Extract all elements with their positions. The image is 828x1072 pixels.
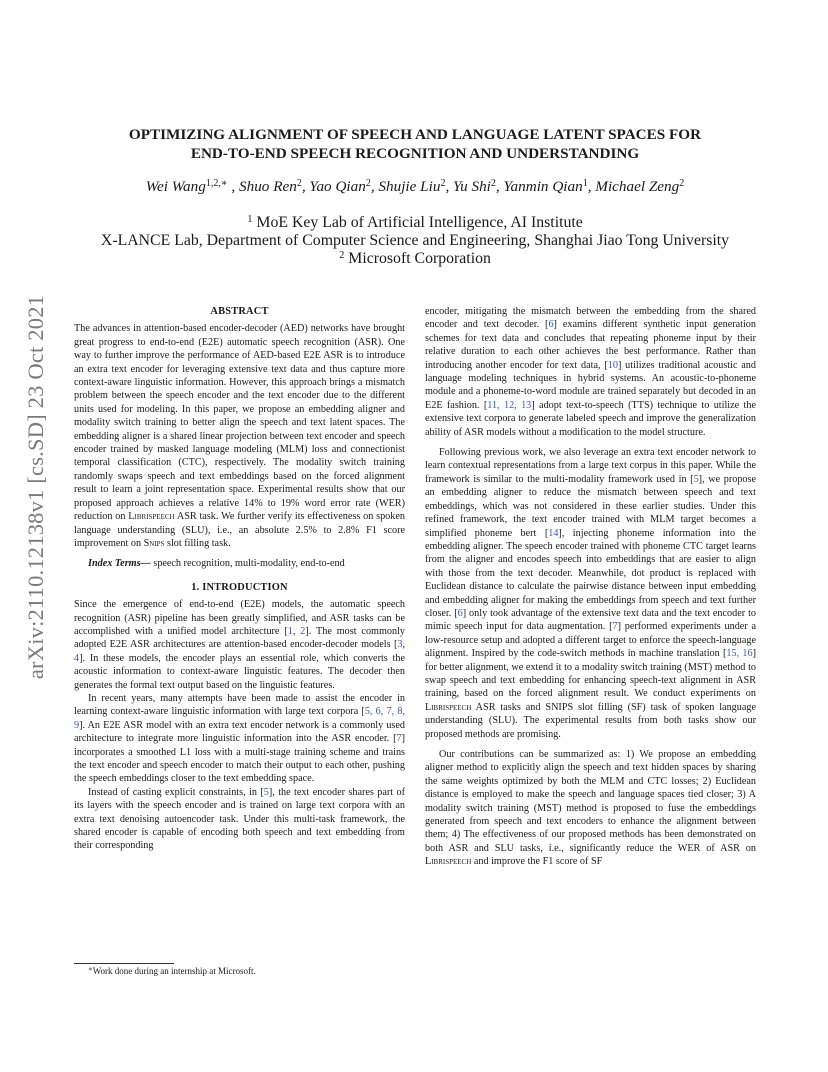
introduction-heading: 1. INTRODUCTION <box>191 581 288 593</box>
left-column <box>74 305 405 853</box>
author-name: Shuo Ren <box>239 178 297 195</box>
spacer <box>74 571 405 581</box>
citation-link[interactable]: 7 <box>612 621 618 633</box>
text-run: ], we propose an embedding aligner to reduce the mismatch between speech and text embeddings, which was not considered in these earlier studies. Under this refined framework, the text encoder trained with MLM target becomes a simplified phoneme bert [ <box>425 473 756 539</box>
affiliation-1-line-2: X-LANCE Lab, Department of Computer Science and Engineering, Shanghai Jiao Tong University <box>100 232 730 250</box>
author-affiliation-marker: 1 <box>582 178 588 189</box>
author-name: Wei Wang <box>145 178 206 195</box>
affiliation-1-text: MoE Key Lab of Artificial Intelligence, AI Institute <box>252 214 583 231</box>
title-line-2: END-TO-END SPEECH RECOGNITION AND UNDERSTANDING <box>190 145 640 162</box>
index-terms <box>74 557 405 570</box>
right-paragraph-2 <box>425 446 756 741</box>
right-paragraph-1 <box>425 305 756 439</box>
text-run: ]. In these models, the encoder plays an essential role, which converts the acoustic information to context-aware linguistic features. The decoder then generates the formal text output based on the linguistic features. <box>74 652 405 691</box>
abstract-text-part: ASR task. We further verify its effectiveness on spoken language understanding (SLU), i.e., an absolute 2.5% to 2.8% F1 score improvement on <box>74 511 405 549</box>
intro-paragraph-3 <box>74 786 405 853</box>
citation-link[interactable]: 4 <box>74 652 80 664</box>
citation-link[interactable]: 14 <box>548 527 559 539</box>
text-run: Our contributions can be summarized as: 1) We propose an embedding aligner method to explicitly align the speech and text hidden spaces by sharing the same weights optimized by both the MLM and CTC losses; 2) Euclidean distance is employed to make the speech and language spaces tied closer; 3) A modality switch training (MST) method is proposed to fuse the embeddings generated from speech and text encoders to enhance the alignment between them; 4) The effectiveness of our proposed methods has been demonstrated on both ASR and SLU tasks, i.e., significantly reduce the WER of ASR on <box>425 749 756 854</box>
abstract-heading: ABSTRACT <box>210 306 269 317</box>
footnote-rule <box>74 963 174 964</box>
librispeech-name: Librispeech <box>425 856 472 868</box>
text-run: ], injecting phoneme information into the embedding aligner. The speech encoder trained with phoneme CTC target learns from the aligner and encodes speech into embeddings that are easier to align with those from the text decoder. Meanwhile, dot product is replaced with Euclidean distance to calculate the pairwise distance between input embedding and embedding aligner for making the embeddings from speech and text further closer. [ <box>425 527 756 619</box>
citation-link[interactable]: 6 <box>548 319 554 331</box>
author-list <box>60 178 770 196</box>
text-run: In recent years, many attempts have been made to assist the encoder in learning context-aware linguistic information with large text corpora [ <box>74 692 405 718</box>
author-separator: , <box>370 178 379 195</box>
spacer <box>425 741 756 748</box>
affiliation-2-marker: 2 <box>339 250 345 262</box>
author-separator: , <box>495 178 504 195</box>
index-terms-text: speech recognition, multi-modality, end-to-end <box>150 558 345 570</box>
author-name: Michael Zeng <box>595 178 680 195</box>
citation-link[interactable]: 5, 6, 7, 8, 9 <box>74 706 405 731</box>
author-affiliation-marker: 2 <box>440 178 446 189</box>
text-run: Following previous work, we also leverage an extra text encoder network to learn contextual representations from a large text corpus in this paper. While the framework is similar to the multi-modality framework used in [ <box>425 447 756 485</box>
affiliation-2 <box>60 250 770 268</box>
citation-link[interactable]: 3 <box>397 639 403 651</box>
text-run: ASR tasks and SNIPS slot filling (SF) task of spoken language understanding (SLU). The experimental results from both tasks show our proposed methods are promising. <box>425 701 756 740</box>
author-affiliation-marker: 2 <box>679 178 685 189</box>
spacer <box>425 439 756 446</box>
text-run: Instead of casting explicit constraints, in [ <box>88 786 264 798</box>
text-run: Since the emergence of end-to-end (E2E) models, the automatic speech recognition (ASR) pipeline has been greatly simplified, and ASR tasks can be accomplished with a unified model architecture [ <box>74 599 405 637</box>
abstract-text <box>74 322 405 550</box>
citation-link[interactable]: 5 <box>263 786 269 798</box>
citation-link[interactable]: 11, 12, 13 <box>487 399 532 411</box>
arxiv-identifier: arXiv:2110.12138v1 [cs.SD] 23 Oct 2021 <box>23 294 48 680</box>
right-column <box>425 305 756 869</box>
intro-paragraph-1 <box>74 598 405 692</box>
text-run: ] performed experiments under a low-resource setup and adopted a different target to enforce the speech-language alignment. Inspired by the code-switch methods in machine translation [ <box>425 621 756 660</box>
text-run: ]. An E2E ASR model with an extra text encoder network is a commonly used architecture to integrate more linguistic information into the ASR encoder. [ <box>74 719 405 745</box>
text-run: ] only took advantage of the extensive text data and the text encoder to mimic speech input for data augmentation. [ <box>425 607 756 633</box>
librispeech-name: Librispeech <box>425 701 472 713</box>
paper-title <box>95 125 735 163</box>
text-run: encoder, mitigating the mismatch between the embedding from the shared encoder and text decoder. [ <box>425 306 756 331</box>
author-name: Shujie Liu <box>378 178 441 195</box>
text-run: , <box>402 639 405 651</box>
title-line-1: OPTIMIZING ALIGNMENT OF SPEECH AND LANGUAGE LATENT SPACES FOR <box>128 126 702 143</box>
text-run: ]. The most commonly adopted E2E ASR architectures are attention-based encoder-decoder models [ <box>74 625 406 651</box>
librispeech-name: Librispeech <box>128 511 175 523</box>
text-run: and improve the F1 score of SF <box>471 856 603 868</box>
affiliation-1 <box>60 214 770 232</box>
text-run: ] incorporates a smoothed L1 loss with a multi-stage training scheme and trains the text encoder and speech encoder to match their output to each other, pushing the speech embeddings closer to the text embedding space. <box>74 733 405 785</box>
citation-link[interactable]: 10 <box>607 359 618 371</box>
citation-link[interactable]: 6 <box>457 607 463 619</box>
author-affiliation-marker: 2 <box>490 178 496 189</box>
citation-link[interactable]: 1 <box>287 625 293 637</box>
citation-link[interactable]: 15, 16 <box>726 648 753 660</box>
author-separator: , <box>301 178 310 195</box>
snips-name: Snips <box>143 537 165 549</box>
right-paragraph-3 <box>425 748 756 869</box>
author-affiliation-marker: 1,2,∗ <box>205 178 228 189</box>
footnote-text: Work done during an internship at Microsoft. <box>92 966 256 976</box>
author-affiliation-marker: 2 <box>296 178 302 189</box>
author-affiliation-marker: 2 <box>365 178 371 189</box>
index-terms-label: Index Terms— <box>88 558 151 570</box>
footnote <box>88 966 256 976</box>
author-separator: , <box>227 178 240 195</box>
author-separator: , <box>445 178 454 195</box>
author-name: Yu Shi <box>453 178 491 195</box>
affiliation-1-marker: 1 <box>247 214 253 225</box>
text-run: ] examins different synthetic input generation schemes for text data and concludes that repeating phoneme input by their relative duration to each other achieves the best performance. Rather than introducing another encoder for text data, [ <box>425 319 756 371</box>
text-run: ], the text encoder shares part of its layers with the speech encoder and is trained on large text corpora with an extra text denoising autoencoder task. Under this multi-task framework, the shared encoder is capable of encoding both speech and text embedding from their corresponding <box>74 786 405 852</box>
text-run: ] for better alignment, we extend it to a modality switch training (MST) method to swap speech and text embedding for enhancing speech-text alignment in ASR training, based on the forced alignment result. We conduct experiments on <box>425 648 757 700</box>
affiliations <box>60 214 770 269</box>
author-name: Yanmin Qian <box>503 178 583 195</box>
text-run: , <box>292 625 301 637</box>
spacer <box>74 550 405 557</box>
abstract-text-part: The advances in attention-based encoder-decoder (AED) networks have brought great progress to end-to-end (E2E) automatic speech recognition (ASR). One way to further improve the performance of AED-based E2E ASR is to introduce an extra text encoder for leveraging extensive text data and thus capture more context-aware linguistic information. However, this approach brings a mismatch problem between the speech encoder and the text encoder due to the different units used for modeling. In this paper, we propose an embedding aligner and modality switch training to better align the speech and text latent spaces. The embedding aligner is a shared linear projection between text encoder and speech encoder trained by masked language modeling (MLM) loss and connectionist temporal classification (CTC), respectively. The modality switch training randomly swaps speech and text embeddings based on the forced alignment result to learn a joint representation space. Experimental results show that our proposed approach achieves a relative 14% to 19% word error rate (WER) reduction on <box>74 323 405 523</box>
citation-link[interactable]: 2 <box>300 625 306 637</box>
text-run: ] utilizes traditional acoustic and language modeling techniques in hybrid systems. An acoustic-to-phoneme module and a phoneme-to-word module are trained separately but decoded in an E2E fashion. [ <box>425 359 756 411</box>
footnote-marker: ∗ <box>88 965 93 973</box>
affiliation-2-text: Microsoft Corporation <box>344 250 491 268</box>
citation-link[interactable]: 5 <box>693 473 699 485</box>
abstract-text-part: slot filling task. <box>164 537 231 549</box>
citation-link[interactable]: 7 <box>396 733 402 745</box>
text-run: ] adopt text-to-speech (TTS) technique to utilize the extensive text corpora to generate labeled speech and improve the generalization ability of ASR models without a modification to the model structure. <box>425 399 756 438</box>
author-separator: , <box>587 178 596 195</box>
author-name: Yao Qian <box>309 178 366 195</box>
intro-paragraph-2 <box>74 692 405 786</box>
